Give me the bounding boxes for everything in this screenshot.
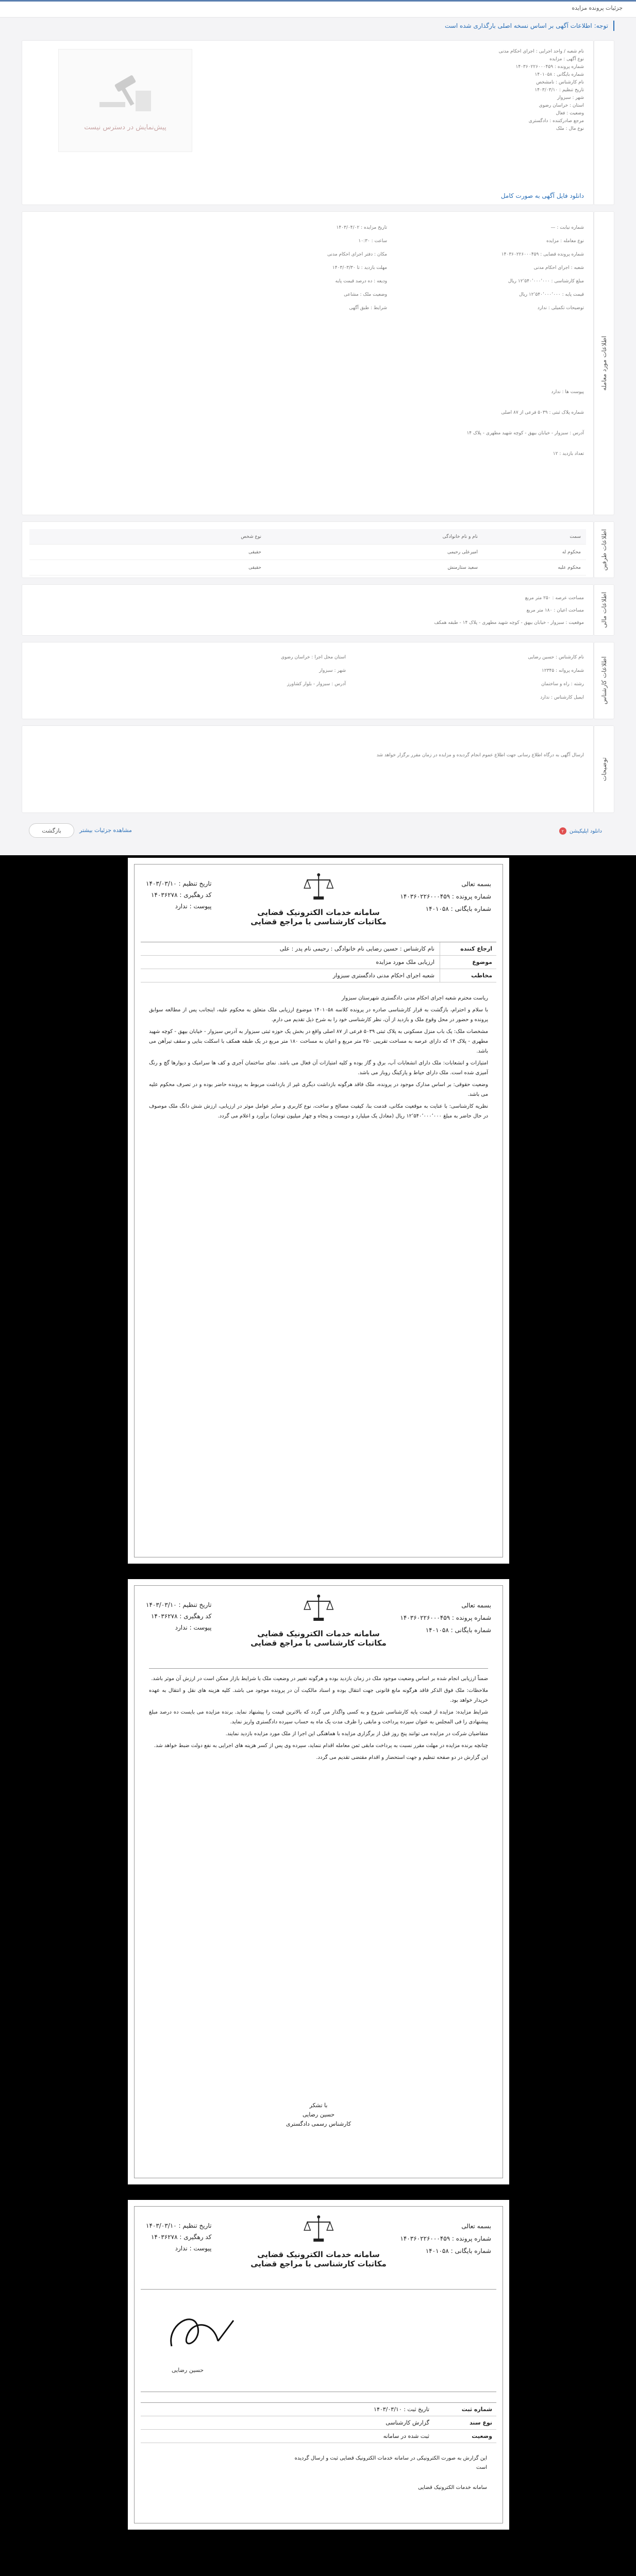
doc-head-line: کد رهگیری : ۱۴۰۳۶۲۷۸: [150, 1613, 212, 1620]
side-label-expert: اطلاعات کارشناس: [594, 642, 614, 719]
case-field: شماره نیابت : —: [550, 225, 584, 230]
table-cell: حقیقی: [248, 549, 261, 555]
case-field: شرایط : طبق آگهی: [349, 306, 387, 311]
table-cell: محکوم له: [562, 549, 581, 555]
doc-paragraph: وضعیت حقوقی: بر اساس مدارک موجود در پرونده، ملک فاقد هرگونه بازداشت دیگری غیر از بازداشت مربوط به پرونده حاضر بوده و در تصرف محکوم علیه می باشد.: [149, 1082, 488, 1097]
case-field: مهلت بازدید : تا ۱۴۰۳/۰۳/۳۰: [332, 265, 387, 270]
case-field: ودیعه : ده درصد قیمت پایه: [335, 279, 387, 284]
doc-emblem: [250, 2214, 387, 2268]
table-cell: محکوم علیه: [558, 565, 581, 570]
summary-fields: [499, 48, 584, 133]
preview-placeholder: [58, 49, 192, 152]
doc-head-line: پیوست : ندارد: [175, 903, 212, 910]
doc-body-1: [149, 993, 488, 1123]
case-field: شماره پلاک ثبتی : ۵۰۳۹ فرعی از ۸۷ اصلی: [501, 410, 584, 415]
case-field: پیوست ها : ندارد: [551, 389, 584, 395]
doc-head-line: پیوست : ندارد: [175, 2245, 212, 2252]
table-header-cell: سمت: [570, 534, 581, 539]
doc-head-left: [146, 878, 211, 912]
case-field: تعداد بازدید : ۱۲: [553, 451, 584, 456]
doc-head-line: تاریخ تنظیم : ۱۴۰۳/۰۳/۱۰: [146, 2222, 212, 2229]
doc-head-line: بسمه تعالی: [461, 880, 491, 888]
case-info-card: [22, 211, 594, 515]
gavel-icon: [94, 70, 156, 116]
summary-field: نام شعبه / واحد اجرایی : اجرای احکام مدنی: [498, 49, 584, 54]
doc-head-line: شماره بایگانی : ۱۴۰۱۰۵۸: [425, 2247, 491, 2255]
case-info-left: [327, 221, 387, 315]
doc-head-line: بسمه تعالی: [461, 2223, 491, 2230]
stamp-key: نوع سند: [469, 2419, 492, 2426]
case-info-right: [501, 221, 584, 315]
doc-head-line: شماره پرونده : ۱۴۰۳۶۰۲۲۶۰۰۰۴۵۹: [400, 2235, 491, 2242]
side-label-notes: توضیحات: [594, 725, 614, 813]
stamp-row: [141, 2416, 496, 2430]
doc-paragraph: مشخصات ملک: یک باب منزل مسکونی به پلاک ثبتی ۵۰۳۹ فرعی از ۸۷ اصلی واقع در بخش یک حوزه ثبتی سبزوار به آدرس سبزوار - خیابان بیهق - کوچه شهید مطهری - پلاک ۱۴ که دارای عرصه به مساحت تقریبی ۲۵۰ متر مربع و اعیان به مساحت ۱۸۰ متر مربع در یک طبقه همکف با اسکلت بنایی و سقف تیرآهن می باشد.: [149, 1029, 489, 1054]
doc-paragraph: شرایط مزایده: مزایده از قیمت پایه کارشناسی شروع و به کسی واگذار می گردد که بالاترین قیمت را پیشنهاد نماید. برنده مزایده می بایست ده درصد مبلغ پیشنهادی را فی المجلس به عنوان سپرده پرداخت و مابقی را ظرف مدت یک ماه به حساب سپرده دادگستری واریز نماید.: [149, 1709, 488, 1725]
stamp-row: [141, 2403, 496, 2416]
doc-org-title: سامانه خدمات الکترونیک قضایی: [257, 908, 380, 917]
stamp-key: وضعیت: [472, 2433, 492, 2439]
doc-head-line: شماره پرونده : ۱۴۰۳۶۰۲۲۶۰۰۰۴۵۹: [400, 893, 491, 900]
case-field: شعبه : اجرای احکام مدنی: [533, 265, 584, 270]
parties-card: [22, 521, 594, 578]
case-field: نوع معامله : مزایده: [546, 239, 584, 244]
notes-card: [22, 725, 594, 813]
notification-badge: ۲: [559, 827, 566, 835]
doc-paragraph: این گزارش در دو صفحه تنظیم و جهت استحضار و اقدام مقتضی تقدیم می گردد.: [316, 1755, 488, 1760]
doc-head-line: تاریخ تنظیم : ۱۴۰۳/۰۳/۱۰: [146, 880, 212, 887]
download-link[interactable]: دانلود فایل آگهی به صورت کامل: [500, 192, 584, 199]
doc-head-line: شماره بایگانی : ۱۴۰۱۰۵۸: [425, 1626, 491, 1634]
stamp-value: تاریخ ثبت : ۱۴۰۳/۰۳/۱۰: [374, 2406, 429, 2413]
stamp-key: شماره ثبت: [461, 2406, 492, 2413]
table-cell: سعید ستارمنش: [447, 565, 478, 570]
footer-actions: [22, 823, 614, 839]
doc-head-right: [400, 1599, 491, 1636]
doc-org-subtitle: مکاتبات کارشناسی با مراجع قضایی: [250, 917, 387, 926]
summary-card: [22, 40, 594, 205]
summary-field: نوع آگهی : مزایده: [549, 57, 584, 62]
doc-meta-table: [141, 942, 496, 982]
summary-field: شماره پرونده : ۱۴۰۳۶۰۲۲۶۰۰۰۴۵۹: [515, 64, 584, 70]
meta-key: ارجاع کننده: [440, 942, 496, 956]
summary-field: تاریخ تنظیم : ۱۴۰۳/۰۳/۱۰: [534, 88, 584, 93]
property-field: مساحت اعیان : ۱۸۰ متر مربع: [526, 608, 584, 613]
no-preview-text: پیش‌نمایش در دسترس نیست: [84, 123, 166, 131]
stamp-org: سامانه خدمات الکترونیک قضایی: [418, 2485, 487, 2490]
stamp-value: ثبت شده در سامانه: [383, 2433, 429, 2439]
case-field: ساعت : ۱۰:۳۰: [358, 239, 387, 244]
doc-body-2: [149, 1668, 488, 1765]
case-field: تاریخ مزایده : ۱۴۰۳/۰۴/۰۲: [336, 225, 387, 230]
top-bar: [0, 0, 636, 18]
summary-field: مرجع صادرکننده : دادگستری: [528, 118, 584, 124]
case-info-extra: [466, 382, 584, 464]
table-row: [29, 545, 586, 560]
table-header-cell: نوع شخص: [241, 534, 261, 539]
case-field: آدرس : سبزوار - خیابان بیهق - کوچه شهید مطهری - پلاک ۱۴: [466, 431, 584, 436]
side-label-property: اطلاعات مالی: [594, 584, 614, 636]
signature-name: حسین رضایی: [172, 2367, 204, 2374]
stamp-value: گزارش کارشناسی: [386, 2419, 429, 2426]
expert-field: شهر : سبزوار: [319, 668, 346, 673]
case-field: قیمت پایه : ۱۲٬۵۴۰٬۰۰۰٬۰۰۰ ریال: [518, 292, 584, 297]
summary-field: شماره بایگانی : ۱۴۰۱۰۵۸: [534, 72, 584, 77]
side-label-parties: اطلاعات طرفین: [594, 521, 614, 578]
doc-paragraph: با سلام و احترام، بازگشت به قرار کارشناسی صادره در پرونده کلاسه ۱۴۰۱۰۵۸ موضوع ارزیابی ملک متعلق به محکوم علیه، اینجانب پس از مطالعه سوابق پرونده و حضور در محل وقوع ملک و بازدید از آن، نظر کارشناسی خود را به شرح ذیل تقدیم می دارم.: [149, 1007, 488, 1023]
table-cell: امیرعلی رحیمی: [447, 549, 478, 555]
meta-value: نام کارشناس : حسین رضایی نام خانوادگی : رحیمی نام پدر : علی: [279, 945, 434, 952]
doc-page-3: [128, 2200, 509, 2530]
expert-fields-right: [528, 651, 584, 704]
table-header-cell: نام و نام خانوادگی: [442, 534, 478, 539]
justice-scale-icon: [303, 872, 334, 903]
expert-field: ایمیل کارشناس : ندارد: [540, 695, 584, 700]
signature-line: حسین رضایی: [302, 2111, 335, 2118]
page-title: جزئیات پرونده مزایده: [572, 5, 623, 11]
doc-org-title: سامانه خدمات الکترونیک قضایی: [257, 2250, 380, 2259]
property-card: [22, 584, 594, 636]
doc-head-line: بسمه تعالی: [461, 1602, 491, 1609]
summary-field: استان : خراسان رضوی: [539, 103, 584, 108]
doc-head-right: [400, 878, 491, 915]
app-download[interactable]: دانلود اپلیکیشن ۲: [559, 827, 602, 835]
expert-card: [22, 642, 594, 719]
doc-org-title: سامانه خدمات الکترونیک قضایی: [257, 1629, 380, 1638]
expert-field: رشته : راه و ساختمان: [541, 682, 584, 687]
signature-line: کارشناس رسمی دادگستری: [286, 2121, 352, 2127]
doc-emblem: [250, 872, 387, 926]
expert-fields-left: [281, 651, 346, 691]
handwritten-signature: [161, 2305, 244, 2362]
case-field: مبلغ کارشناسی : ۱۲٬۵۴۰٬۰۰۰٬۰۰۰ ریال: [508, 279, 584, 284]
signature-area: [141, 2289, 496, 2392]
doc-paragraph: ریاست محترم شعبه اجرای احکام مدنی دادگستری شهرستان سبزوار: [341, 995, 488, 1001]
summary-field: نام کارشناس : نامشخص: [536, 80, 584, 85]
case-field: شماره پرونده قضایی : ۱۴۰۳۶۰۲۲۶۰۰۰۴۵۹: [501, 252, 584, 257]
doc-head-line: شماره پرونده : ۱۴۰۳۶۰۲۲۶۰۰۰۴۵۹: [400, 1614, 491, 1621]
doc-org-subtitle: مکاتبات کارشناسی با مراجع قضایی: [250, 2259, 387, 2268]
expert-field: استان محل اجرا : خراسان رضوی: [280, 655, 346, 660]
doc-head-line: کد رهگیری : ۱۴۰۳۶۲۷۸: [150, 891, 212, 899]
page-progress: [0, 0, 636, 2]
expert-field: آدرس : سبزوار - بلوار کشاورز: [287, 682, 346, 687]
case-field: وضعیت ملک : مشاعی: [344, 292, 387, 297]
doc-paragraph: امتیازات و انشعابات: ملک دارای انشعابات آب، برق و گاز بوده و کلیه امتیازات آن فعال می باشد. نمای ساختمان آجری و کف ها سرامیک و دیوارها گچ و رنگ آمیزی شده است. ملک دارای حیاط و پارکینگ روباز می باشد.: [149, 1060, 488, 1076]
side-label-summary: [594, 40, 614, 205]
signature-line: با تشکر: [309, 2102, 328, 2109]
doc-paragraph: متقاضیان شرکت در مزایده می توانند پنج روز قبل از برگزاری مزایده با هماهنگی این اجرا از ملک مورد مزایده بازدید نمایند.: [225, 1731, 488, 1737]
back-button[interactable]: بازگشت: [29, 823, 74, 838]
doc-page-2: [128, 1579, 509, 2184]
notes-text: ارسال آگهی به درگاه اطلاع رسانی جهت اطلاع عموم انجام گردیده و مزایده در زمان مقرر برگزار خواهد شد: [376, 753, 584, 758]
doc-emblem: [250, 1593, 387, 1648]
doc-head-line: شماره بایگانی : ۱۴۰۱۰۵۸: [425, 905, 491, 912]
meta-value: شعبه اجرای احکام مدنی دادگستری سبزوار: [333, 972, 434, 979]
expert-field: نام کارشناس : حسین رضایی: [528, 655, 584, 660]
expert-field: شماره پروانه : ۱۲۳۴۵: [542, 668, 584, 673]
meta-row: [141, 942, 496, 956]
justice-scale-icon: [303, 1593, 334, 1624]
table-row: [29, 560, 586, 575]
stamp-row: [141, 2430, 496, 2443]
doc-head-line: تاریخ تنظیم : ۱۴۰۳/۰۳/۱۰: [146, 1601, 212, 1608]
doc-head-left: [146, 1599, 211, 1633]
doc-head-right: [400, 2220, 491, 2257]
doc-paragraph: نظریه کارشناسی: با عنایت به موقعیت مکانی، قدمت بنا، کیفیت مصالح و ساخت، نوع کاربری و سایر عوامل موثر در ارزیابی، ارزش شش دانگ ملک موصوف در حال حاضر به مبلغ ۱۲٬۵۴۰٬۰۰۰٬۰۰۰ ریال (معادل یک میلیارد و دویست و پنجاه و چهار میلیون تومان) برآورد و اعلام می گردد.: [149, 1104, 488, 1119]
more-details-link[interactable]: مشاهده جزئیات بیشتر: [79, 827, 132, 834]
doc-head-line: پیوست : ندارد: [175, 1624, 212, 1631]
property-fields: [434, 592, 584, 629]
case-field: توضیحات تکمیلی : ندارد: [537, 306, 584, 311]
doc-org-subtitle: مکاتبات کارشناسی با مراجع قضایی: [250, 1638, 387, 1648]
summary-field: وضعیت : فعال: [556, 111, 584, 116]
meta-row: [141, 956, 496, 969]
doc-page-1: [128, 858, 509, 1564]
doc-paragraph: چنانچه برنده مزایده در مهلت مقرر نسبت به پرداخت مابقی ثمن معامله اقدام ننماید، سپرده وی پس از کسر هزینه های اجرایی به نفع دولت ضبط خواهد شد.: [154, 1743, 488, 1749]
stamp-table: [141, 2402, 496, 2443]
meta-key: مخاطب: [440, 969, 496, 982]
meta-key: موضوع: [440, 956, 496, 969]
property-field: موقعیت : سبزوار - خیابان بیهق - کوچه شهید مطهری - پلاک ۱۴ - طبقه همکف: [434, 620, 584, 625]
parties-table: [29, 529, 586, 575]
doc-head-line: کد رهگیری : ۱۴۰۳۶۲۷۸: [150, 2233, 212, 2241]
table-cell: حقیقی: [248, 565, 261, 570]
side-label-case: اطلاعات مورد معامله: [594, 211, 614, 515]
stamp-note: این گزارش به صورت الکترونیکی در سامانه خدمات الکترونیک قضایی ثبت و ارسال گردیده است: [294, 2455, 487, 2470]
justice-scale-icon: [303, 2214, 334, 2245]
meta-value: ارزیابی ملک مورد مزایده: [376, 959, 434, 965]
notice-banner: توجه: اطلاعات آگهی بر اساس نسخه اصلی بارگذاری شده است: [22, 21, 614, 31]
doc-signature-block: [135, 2101, 503, 2129]
doc-head-left: [146, 2220, 211, 2254]
doc-paragraph: ضمناً ارزیابی انجام شده بر اساس وضعیت موجود ملک در زمان بازدید بوده و هرگونه تغییر در وضعیت ملک یا شرایط بازار ممکن است در ارزش آن موثر باشد.: [151, 1676, 488, 1682]
doc-paragraph: ملاحظات: ملک فوق الذکر فاقد هرگونه مانع قانونی جهت انتقال بوده و اسناد مالکیت آن در پرونده موجود می باشد. کلیه هزینه های نقل و انتقال به عهده خریدار خواهد بود.: [149, 1688, 488, 1703]
property-field: مساحت عرصه : ۲۵۰ متر مربع: [525, 596, 584, 601]
meta-row: [141, 969, 496, 982]
summary-field: شهر : سبزوار: [557, 95, 584, 100]
summary-field: نوع مال : ملک: [556, 126, 584, 131]
case-field: مکان : دفتر اجرای احکام مدنی: [327, 252, 387, 257]
